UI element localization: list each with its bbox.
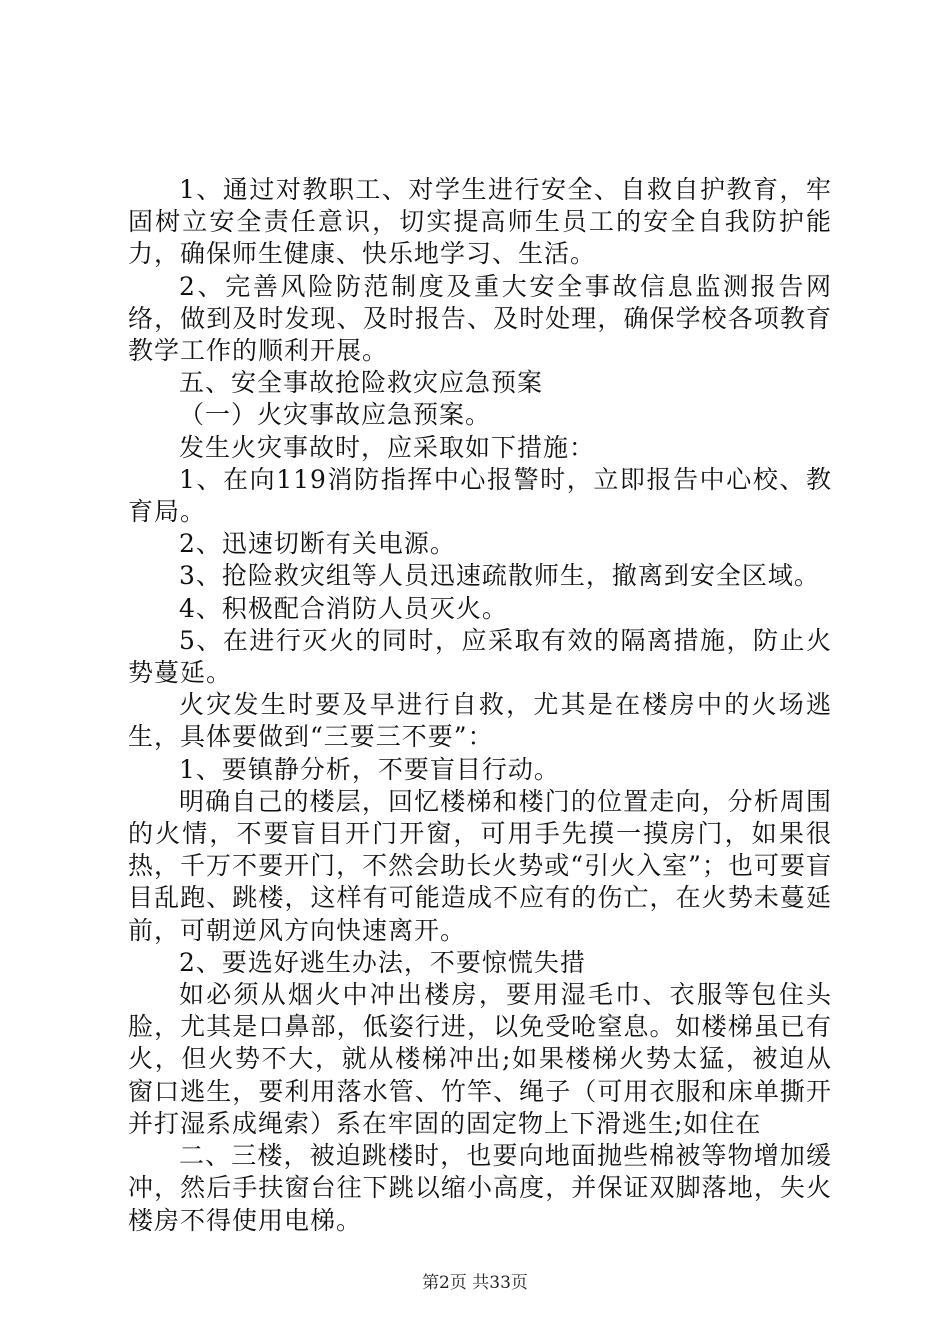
rule-heading-1: 1、要镇静分析，不要盲目行动。 <box>179 754 560 784</box>
body-text <box>128 174 832 1237</box>
section-heading-emergency-plan: 五、安全事故抢险救灾应急预案 <box>179 368 544 398</box>
measure-item-5: 5、在进行灭火的同时，应采取有效的隔离措施，防止火势蔓延。 <box>128 625 832 688</box>
paragraph-goal-1: 1、通过对教职工、对学生进行安全、自救自护教育，牢固树立安全责任意识，切实提高师生员工的安全自我防护能力，确保师生健康、快乐地学习、生活。 <box>128 175 832 269</box>
rule-body-1: 明确自己的楼层，回忆楼梯和楼门的位置走向，分析周围的火情，不要盲目开门开窗，可用手先摸一摸房门，如果很热，千万不要开门，不然会助长火势或“引火入室”；也可要盲目乱跑、跳楼，这样有可能造成不应有的伤亡，在火势未蔓延前，可朝逆风方向快速离开。 <box>128 786 832 945</box>
rule-body-2-continued: 二、三楼，被迫跳楼时，也要向地面抛些棉被等物增加缓冲，然后手扶窗台往下跳以缩小高度，并保证双脚落地，失火楼房不得使用电梯。 <box>128 1141 832 1235</box>
measure-item-4: 4、积极配合消防人员灭火。 <box>179 593 508 623</box>
rule-heading-2: 2、要选好逃生办法，不要惊慌失措 <box>179 947 586 977</box>
paragraph-self-rescue-intro: 火灾发生时要及早进行自救，尤其是在楼房中的火场逃生，具体要做到“三要三不要”： <box>128 690 832 752</box>
measure-item-2: 2、迅速切断有关电源。 <box>179 529 456 559</box>
paragraph-goal-2: 2、完善风险防范制度及重大安全事故信息监测报告网络，做到及时发现、及时报告、及时处理，确保学校各项教育教学工作的顺利开展。 <box>128 271 832 366</box>
paragraph-measures-intro: 发生火灾事故时，应采取如下措施： <box>179 432 596 462</box>
page-number-footer: 第2页 共33页 <box>422 1273 528 1293</box>
measure-item-1: 1、在向119消防指挥中心报警时，立即报告中心校、教育局。 <box>128 464 832 527</box>
rule-body-2: 如必须从烟火中冲出楼房，要用湿毛巾、衣服等包住头脸，尤其是口鼻部，低姿行进，以免受呛窒息。如楼梯虽已有火，但火势不大，就从楼梯冲出;如果楼梯火势太猛，被迫从窗口逃生，要利用落水管、竹竿、绳子（可用衣服和床单撕开并打湿系成绳索）系在牢固的固定物上下滑逃生;如住在 <box>128 980 832 1138</box>
subsection-heading-fire-plan: （一）火灾事故应急预案。 <box>179 400 492 430</box>
measure-item-3: 3、抢险救灾组等人员迅速疏散师生，撤离到安全区域。 <box>179 561 820 591</box>
